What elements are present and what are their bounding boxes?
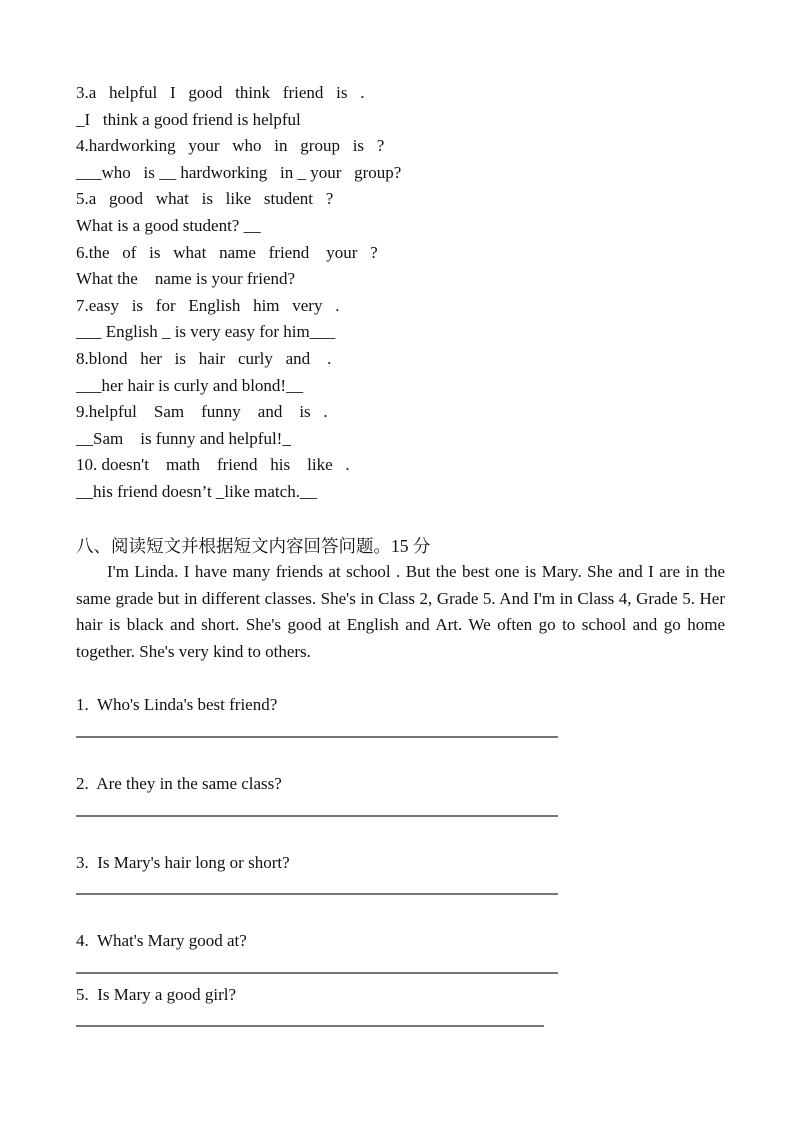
exercise-line-7-prompt: 7.easy is for English him very . bbox=[76, 295, 340, 315]
exercise-line-4-answer: ___who is __ hardworking in _ your group? bbox=[76, 162, 402, 182]
exercise-line-3-answer: _I think a good friend is helpful bbox=[76, 109, 301, 129]
exercise-line-10-answer: __his friend doesn’t _like match.__ bbox=[76, 481, 317, 501]
section-8-heading: 八、阅读短文并根据短文内容回答问题。15 分 bbox=[76, 535, 431, 556]
exercise-line-6-answer: What the name is your friend? bbox=[76, 269, 296, 289]
exercise-line-5-prompt: 5.a good what is like student ? bbox=[76, 189, 334, 209]
exercise-line-9-answer: __Sam is funny and helpful!_ bbox=[76, 428, 291, 448]
exercise-line-8-prompt: 8.blond her is hair curly and . bbox=[76, 348, 332, 368]
exercise-line-9-prompt: 9.helpful Sam funny and is . bbox=[76, 402, 328, 422]
reading-comprehension-section bbox=[76, 533, 725, 1028]
reading-passage: I'm Linda. I have many friends at school . But the best one is Mary. She and I are in the same grade but in different classes. She's in Class 2, Grade 5. And I'm in Class 4, Grade 5. Her hair is black and short. She's good at English and Art. We often go to school and go home together. She's very kind to others. bbox=[76, 562, 725, 661]
answer-blank-line-1 bbox=[76, 736, 558, 738]
answer-blank-line-3 bbox=[76, 893, 558, 895]
answer-blank-line-2 bbox=[76, 815, 558, 817]
question-4: 4. What's Mary good at? bbox=[76, 931, 247, 951]
question-5: 5. Is Mary a good girl? bbox=[76, 984, 237, 1004]
answer-blank-line-4 bbox=[76, 972, 558, 974]
exercise-line-8-answer: ___her hair is curly and blond!__ bbox=[76, 375, 304, 395]
question-1: 1. Who's Linda's best friend? bbox=[76, 695, 278, 715]
exercise-line-10-prompt: 10. doesn't math friend his like . bbox=[76, 455, 350, 475]
question-3: 3. Is Mary's hair long or short? bbox=[76, 852, 290, 872]
question-2: 2. Are they in the same class? bbox=[76, 774, 282, 794]
exercise-line-5-answer: What is a good student? __ bbox=[76, 215, 261, 235]
sentence-rearrangement-section bbox=[76, 80, 725, 506]
exercise-line-4-prompt: 4.hardworking your who in group is ? bbox=[76, 136, 385, 156]
exercise-line-6-prompt: 6.the of is what name friend your ? bbox=[76, 242, 378, 262]
answer-blank-line-5 bbox=[76, 1025, 544, 1027]
exercise-line-7-answer: ___ English _ is very easy for him___ bbox=[76, 322, 336, 342]
exercise-line-3-prompt: 3.a helpful I good think friend is . bbox=[76, 83, 365, 102]
